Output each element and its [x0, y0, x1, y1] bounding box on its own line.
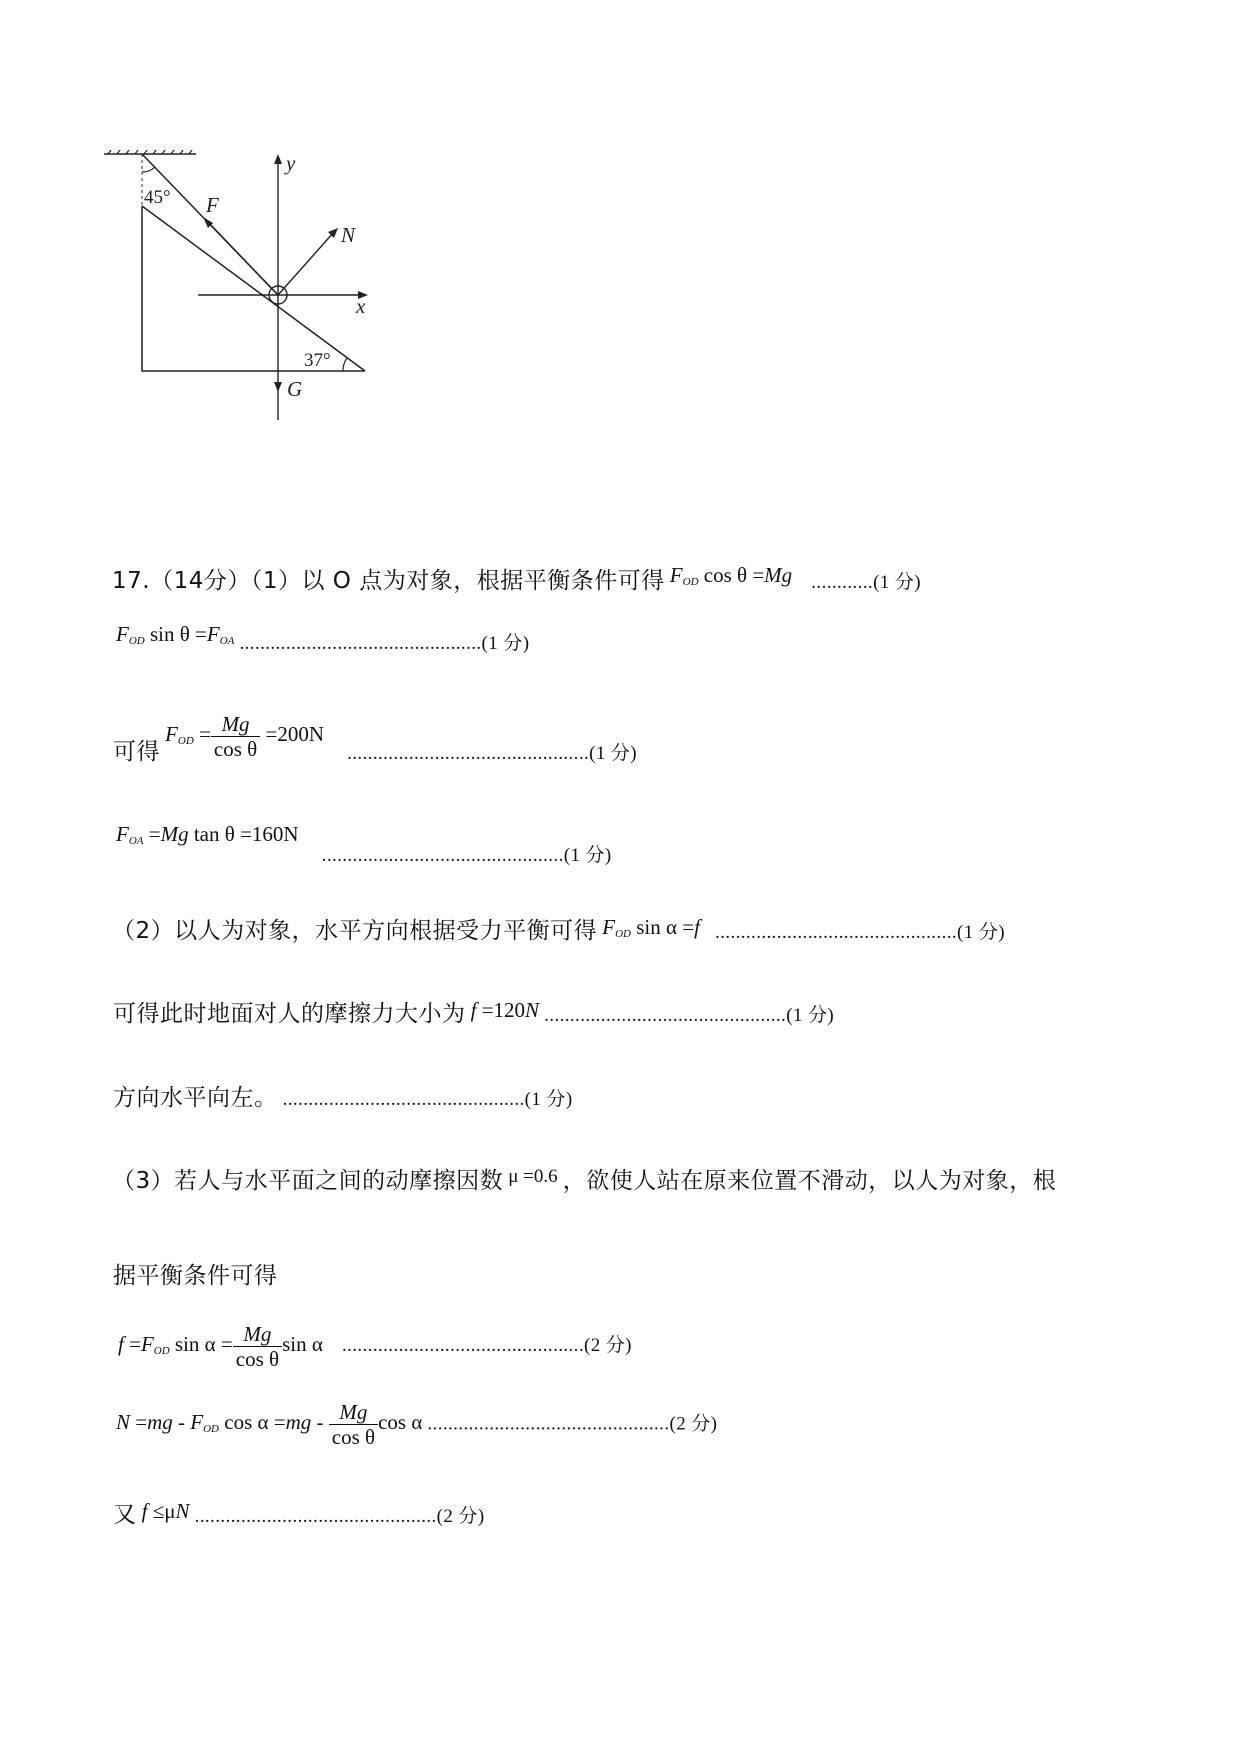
part-3-intro: （3）若人与水平面之间的动摩擦因数: [112, 1168, 504, 1194]
eq-10: $f =F_{OD}$ sin α = $\frac{Mg}{\text{cos θ}}$ sin α: [118, 1322, 323, 1371]
eq-5: $F_{OD}$ sin α =f: [602, 915, 700, 940]
score-11: ...............................................(2 分): [427, 1413, 718, 1435]
solution-line-6: [113, 995, 1240, 1028]
solution-line-9: [113, 1257, 1240, 1290]
score-5: ...............................................(1 分): [715, 922, 1005, 943]
score-6: ...............................................(1 分): [544, 1005, 835, 1026]
solution-line-11: [116, 1400, 1240, 1449]
score-10: ...............................................(2 分): [341, 1335, 632, 1357]
eq-12: f ≤μN: [141, 1499, 190, 1523]
eq-4: $F_{OA} =Mg$ tan θ =160N: [116, 822, 299, 847]
eq-1: $F_{OD}$ cos θ =Mg: [669, 563, 793, 588]
friction-result-text: 可得此时地面对人的摩擦力大小为: [113, 1001, 466, 1027]
force-G-label: G: [287, 377, 303, 401]
score-3: ...............................................(1 分): [347, 743, 638, 765]
solution-line-7: [113, 1079, 1240, 1112]
keyword-kede: 可得: [113, 739, 160, 766]
force-F-label: F: [206, 193, 219, 217]
solution-line-3: [113, 712, 1240, 766]
solution-line-8: [112, 1162, 1240, 1195]
score-12: ...............................................(2 分): [194, 1506, 485, 1527]
angle-37-label: 37°: [304, 350, 331, 371]
score-4: ...............................................(1 分): [321, 845, 612, 866]
keyword-you: 又: [113, 1502, 137, 1528]
solution-line-5: [112, 912, 1240, 945]
solution-line-10: [118, 1322, 1240, 1371]
solution-line-4: [116, 820, 1240, 866]
axis-x-label: x: [356, 294, 366, 318]
eq-11: $N =mg - F_{OD}$ cos α =mg - $\frac{Mg}{\text{cos θ}}$ cos α: [116, 1400, 423, 1449]
score-2: ...............................................(1 分): [239, 633, 530, 654]
direction-text: 方向水平向左。: [113, 1085, 278, 1111]
angle-45-label: 45°: [144, 187, 171, 208]
part-3-continued: ，欲使人站在原来位置不滑动，以人为对象，根: [562, 1168, 1057, 1194]
solution-line-1: [112, 562, 1240, 595]
axis-y-label: y: [286, 151, 296, 175]
part-2-intro: （2）以人为对象，水平方向根据受力平衡可得: [112, 918, 598, 944]
force-diagram: [100, 150, 460, 480]
mu-value: μ =0.6: [508, 1166, 558, 1187]
eq-3: $F_{OD}$ = $\frac{Mg}{\text{cos θ}}$ =200N: [165, 712, 324, 761]
solution-line-2: [116, 622, 1240, 655]
eq-6: f =120N: [470, 998, 540, 1022]
solution-line-12: [113, 1496, 1240, 1529]
problem-intro: 17.（14分）（1）以 O 点为对象，根据平衡条件可得: [112, 568, 665, 594]
force-N-label: N: [341, 223, 356, 247]
score-7: ...............................................(1 分): [282, 1089, 573, 1110]
eq-2: $F_{OD}$ $\sin \theta =F_{OA}$: [116, 622, 235, 647]
score-1: ............(1 分): [811, 572, 921, 593]
balance-condition-text: 据平衡条件可得: [113, 1263, 278, 1289]
